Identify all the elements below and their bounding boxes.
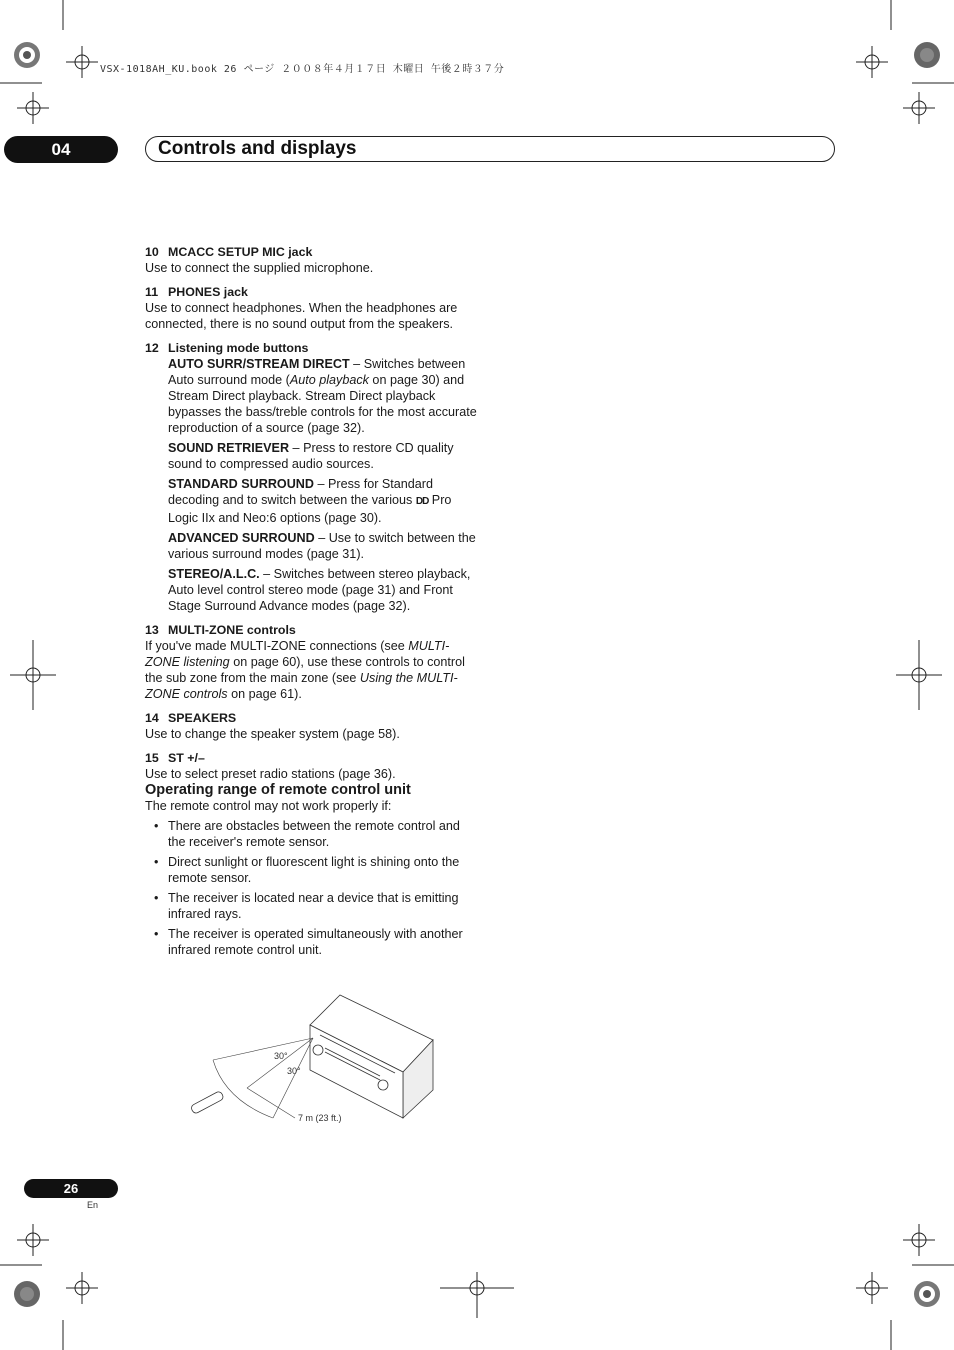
- list-item: • There are obstacles between the remote control and the receiver's remote sensor.: [145, 818, 480, 850]
- list-item: • The receiver is operated simultaneously with another infrared remote control unit.: [145, 926, 480, 958]
- section-heading: Operating range of remote control unit: [145, 782, 411, 798]
- registration-mark-top-right-icon: [914, 42, 940, 68]
- dolby-logo-icon: DD: [415, 496, 429, 507]
- remote-control-icon: [190, 1090, 224, 1114]
- registration-mark-bottom-right-icon: [914, 1281, 940, 1307]
- item-heading: 11 PHONES jack: [145, 285, 248, 299]
- item-heading: 15 ST +/–: [145, 751, 205, 765]
- stereo-alc-desc: STEREO/A.L.C. – Switches between stereo playback, Auto level control stereo mode (page 31) and Front Stage Surround Advance modes (page 32).: [168, 567, 471, 613]
- listening-mode-list: [168, 356, 480, 614]
- remote-range-diagram: [185, 990, 445, 1130]
- conditions-list: [145, 818, 480, 958]
- sound-retriever-desc: SOUND RETRIEVER – Press to restore CD quality sound to compressed audio sources.: [168, 441, 454, 471]
- angle-label-bottom: 30°: [287, 1066, 301, 1076]
- item-description: Use to connect the supplied microphone.: [145, 261, 374, 275]
- item-description: Use to change the speaker system (page 58).: [145, 727, 400, 741]
- standard-surround-desc: STANDARD SURROUND – Press for Standard decoding and to switch between the various DD Pro Logic IIx and Neo:6 options (page 30).: [168, 477, 452, 525]
- list-item: • The receiver is located near a device that is emitting infrared rays.: [145, 890, 480, 922]
- item-description: Use to connect headphones. When the headphones are connected, there is no sound output from the speakers.: [145, 301, 458, 331]
- page-number: 26: [24, 1179, 118, 1198]
- item-heading: 10 MCACC SETUP MIC jack: [145, 245, 313, 259]
- list-item: • Direct sunlight or fluorescent light is shining onto the remote sensor.: [145, 854, 480, 886]
- angle-lines: [213, 1038, 313, 1118]
- auto-surr-desc: AUTO SURR/STREAM DIRECT – Switches between Auto surround mode (Auto playback on page 30) and Stream Direct playback. Stream Direct playback bypasses the bass/treble controls for the most accurate reproduction of a source (page 32).: [168, 357, 477, 435]
- language-code: En: [87, 1200, 99, 1210]
- item-heading: 13 MULTI-ZONE controls: [145, 623, 296, 637]
- item-heading: 12 Listening mode buttons: [145, 341, 309, 355]
- item-description: Use to select preset radio stations (page 36).: [145, 767, 396, 781]
- registration-mark-bottom-left-icon: [14, 1281, 40, 1307]
- angle-label-top: 30°: [274, 1051, 288, 1061]
- chapter-title: Controls and displays: [158, 138, 357, 159]
- chapter-number-badge: 04: [4, 136, 118, 163]
- item-heading: 14 SPEAKERS: [145, 711, 237, 725]
- print-file-info: VSX-1018AH_KU.book 26 ページ ２００８年４月１７日 木曜日 午後２時３７分: [100, 64, 505, 75]
- receiver-illustration-icon: [310, 995, 433, 1118]
- advanced-surround-desc: ADVANCED SURROUND – Use to switch between the various surround modes (page 31).: [168, 531, 476, 561]
- registration-mark-top-left-icon: [14, 42, 40, 68]
- distance-label: 7 m (23 ft.): [298, 1113, 342, 1123]
- section-intro: The remote control may not work properly if:: [145, 799, 392, 813]
- content-column: [145, 244, 480, 958]
- multi-zone-desc: If you've made MULTI-ZONE connections (see MULTI-ZONE listening on page 60), use these controls to control the sub zone from the main zone (see Using the MULTI-ZONE controls on page 61).: [145, 639, 465, 701]
